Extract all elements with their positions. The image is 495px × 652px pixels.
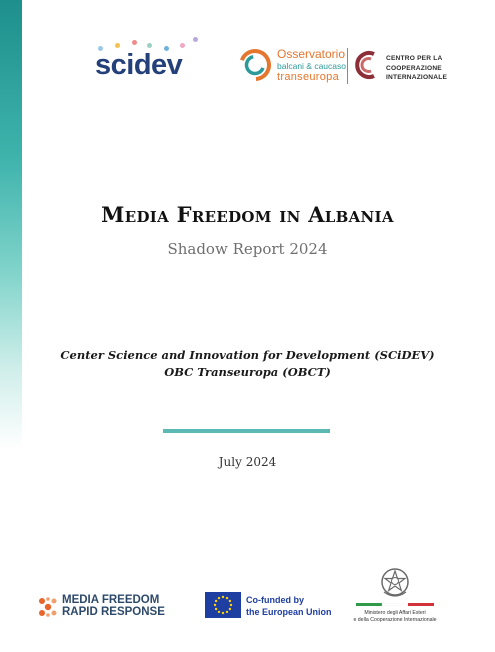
obct-logo (238, 46, 358, 88)
ministry-line-2: e della Cooperazione Internazionale (353, 617, 437, 623)
cci-line-2: COOPERAZIONE (386, 64, 442, 72)
mfrr-dots-icon (37, 596, 59, 618)
cci-line-3: INTERNAZIONALE (386, 74, 448, 81)
obct-line-osservatorio: Osservatorio (277, 47, 346, 61)
cci-logo (352, 46, 462, 88)
ministry-line-1: Ministero degli Affari Esteri (364, 610, 426, 616)
scidev-wordmark: scidev (95, 49, 183, 81)
obct-line-transeuropa: transeuropa (277, 71, 340, 83)
author-obct: OBC Transeuropa (OBCT) (164, 365, 331, 379)
eu-cofunded-logo (205, 592, 345, 620)
cci-line-1: CENTRO PER LA (386, 55, 443, 62)
mfrr-logo (37, 594, 187, 620)
italian-flag-stripe (356, 603, 434, 606)
italian-emblem-icon (379, 566, 411, 600)
scidev-logo (92, 36, 204, 86)
obct-line-balcani: balcani & caucaso (277, 61, 346, 71)
accent-rule (163, 429, 330, 433)
cci-circle-icon (352, 48, 382, 82)
report-subtitle: Shadow Report 2024 (167, 240, 328, 258)
eu-line-2: the European Union (246, 607, 332, 617)
eu-line-1: Co-funded by (246, 595, 304, 605)
author-scidev: Center Science and Innovation for Development (SCiDEV) (60, 348, 435, 362)
mfrr-line-2: RAPID RESPONSE (62, 606, 165, 618)
ministry-logo (350, 566, 440, 628)
logo-divider (347, 48, 348, 84)
mfrr-line-1: MEDIA FREEDOM (62, 594, 160, 606)
report-date: July 2024 (218, 455, 277, 469)
report-authors (0, 347, 495, 381)
eu-flag-icon (205, 592, 241, 618)
obct-circle-icon (238, 48, 272, 82)
report-title: Media Freedom in Albania (101, 202, 394, 227)
